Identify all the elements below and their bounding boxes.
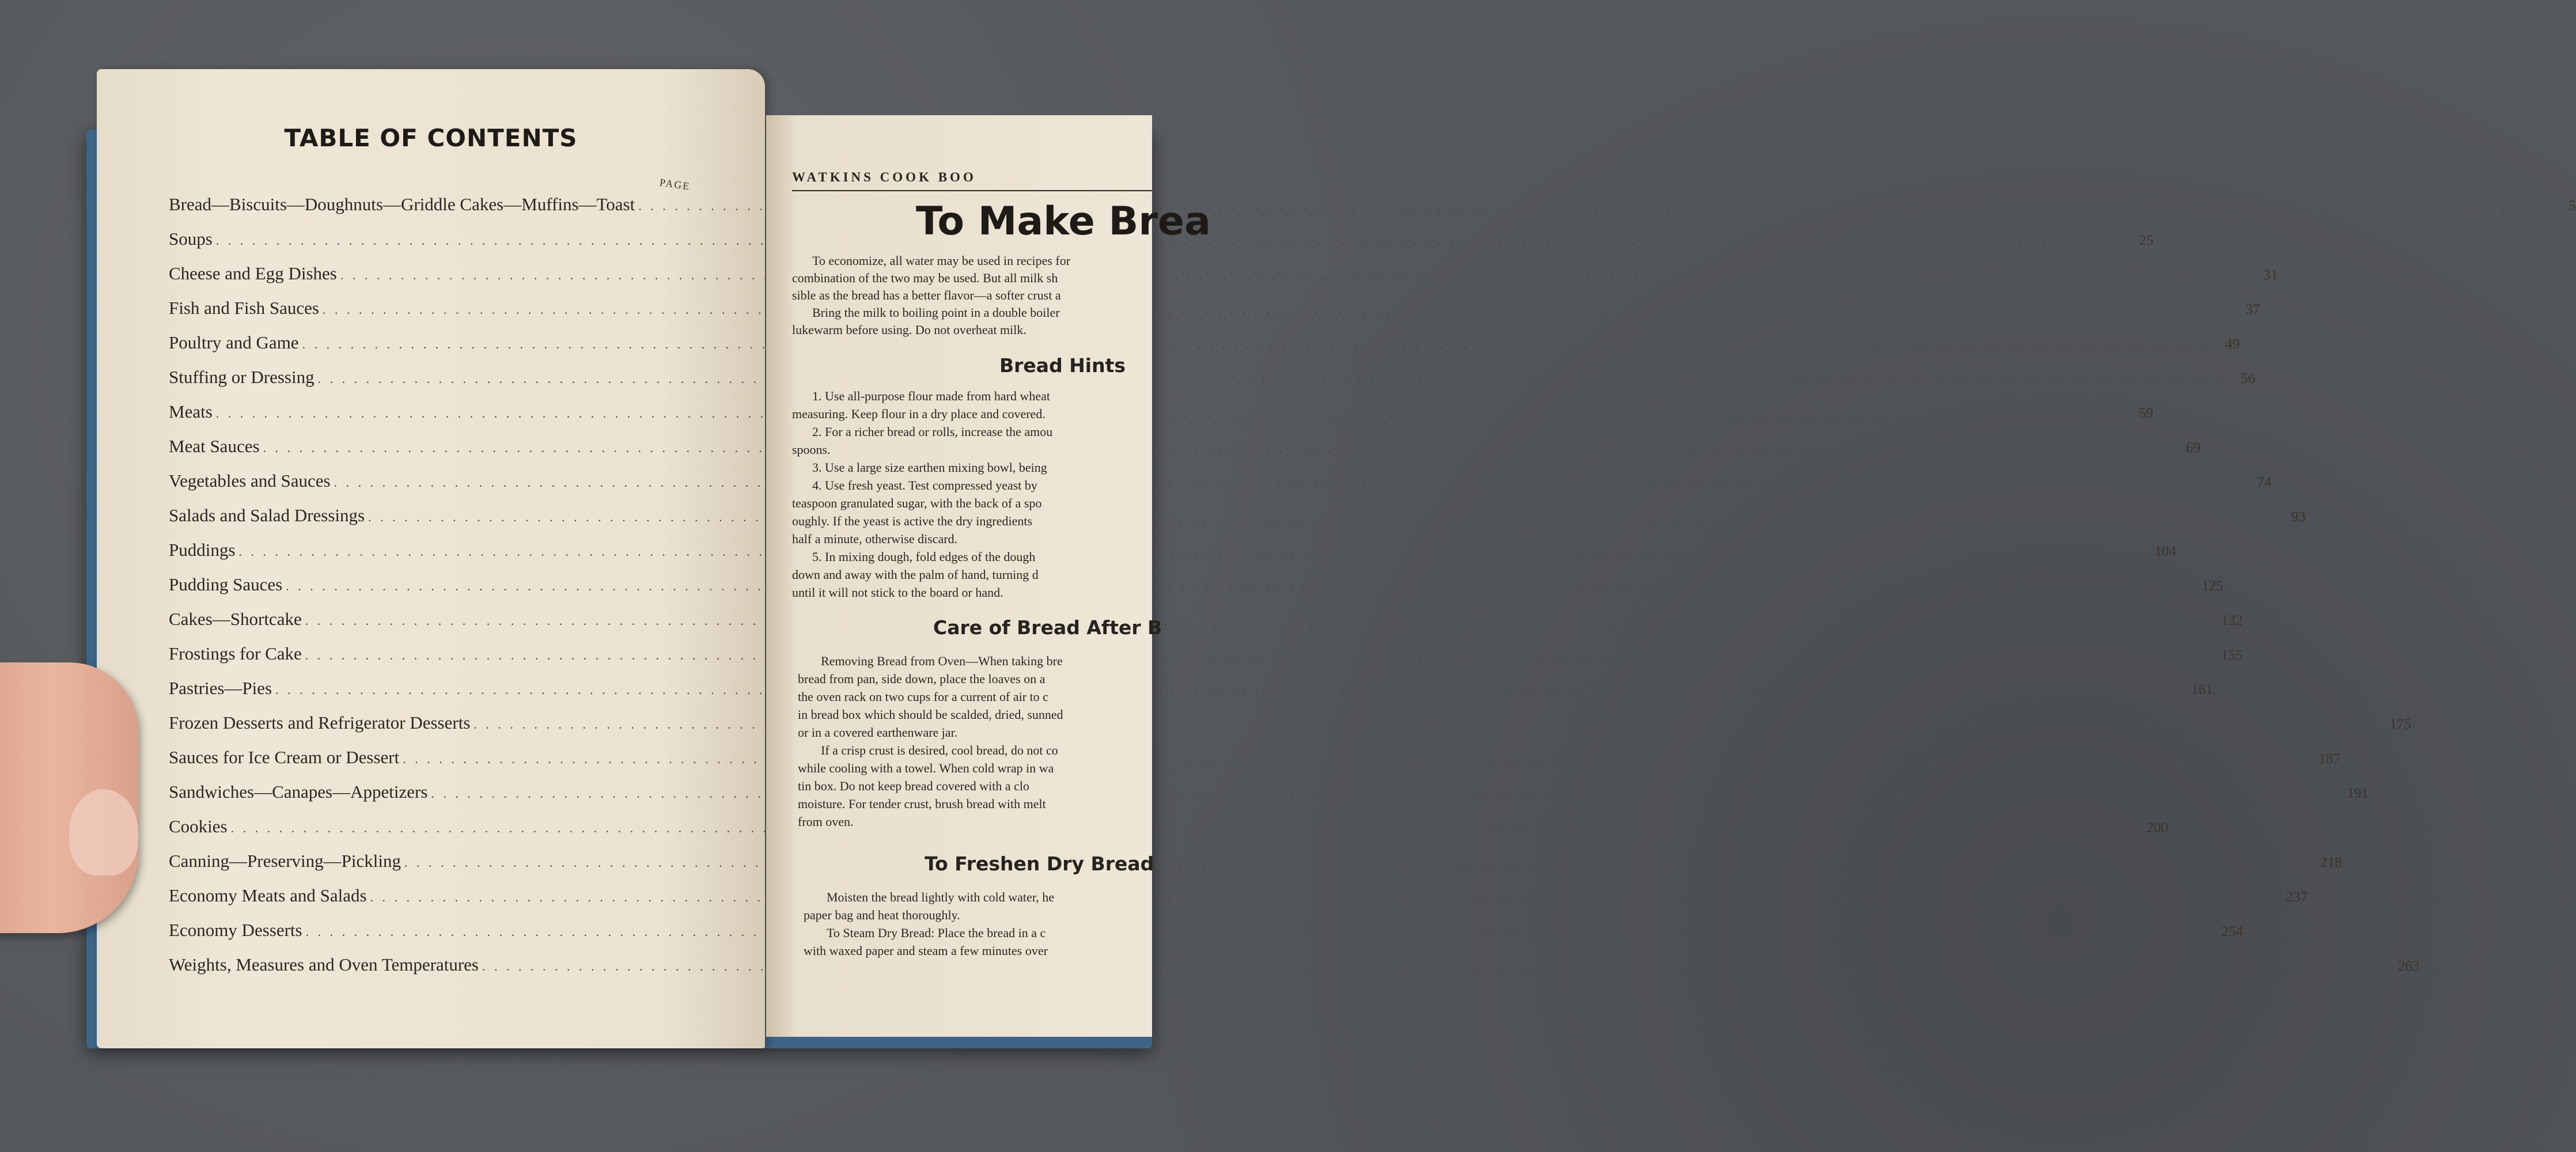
intro-line: lukewarm before using. Do not overheat milk. [792, 323, 1026, 337]
leader-dots [305, 604, 2211, 638]
toc-entry-name: Soups [169, 229, 213, 249]
hint-line: 1. Use all-purpose flour made from hard wheat [812, 389, 1050, 403]
toc-entry-page: 254 [2221, 924, 2244, 939]
leader-dots [404, 846, 2310, 880]
toc-entry-page: 49 [2225, 336, 2240, 352]
hint-line: until it will not stick to the board or hand. [792, 585, 1003, 600]
toc-entry-name: Puddings [169, 540, 236, 560]
header-rule [792, 190, 1152, 191]
leader-dots [368, 500, 2274, 535]
running-head: WATKINS COOK BOO [792, 170, 976, 184]
toc-entry-page: 59 [2139, 406, 2154, 421]
toc-entry-page: 37 [2245, 302, 2260, 317]
care-of-bread-heading: Care of Bread After B [933, 616, 1162, 639]
toc-entry [169, 222, 2154, 256]
leader-dots [263, 431, 2169, 465]
leader-dots [216, 396, 2122, 431]
toc-entry-name: Sauces for Ice Cream or Dessert [169, 747, 400, 767]
toc-entry-name: Frostings for Cake [169, 643, 302, 664]
leader-dots [431, 776, 2336, 811]
care-line: in bread box which should be scalded, dried, sunned [798, 707, 1063, 722]
toc-entry-page: 155 [2221, 647, 2243, 663]
hint-line: 3. Use a large size earthen mixing bowl, being [812, 460, 1047, 475]
care-line: from oven. [798, 814, 854, 829]
freshen-line: To Steam Dry Bread: Place the bread in a c [827, 926, 1046, 940]
leader-dots [231, 811, 2136, 846]
toc-entry-page: 74 [2257, 475, 2272, 490]
toc-entry-name: Sandwiches—Canapes—Appetizers [169, 782, 428, 802]
hint-line: down and away with the palm of hand, turning d [792, 567, 1039, 582]
care-line: If a crisp crust is desired, cool bread, do not co [821, 743, 1058, 757]
toc-entry-name: Poultry and Game [169, 332, 299, 353]
hint-line: 5. In mixing dough, fold edges of the dough [812, 550, 1036, 564]
hint-line: measuring. Keep flour in a dry place and covered. [792, 407, 1045, 421]
toc-entry-name: Weights, Measures and Oven Temperatures [169, 954, 479, 975]
toc-entry-page: 25 [2139, 233, 2154, 248]
freshen-line: with waxed paper and steam a few minutes over [804, 943, 1048, 958]
hint-line: teaspoon granulated sugar, with the back of a spo [792, 496, 1042, 510]
toc-entry-name: Economy Desserts [169, 920, 302, 940]
leader-dots [286, 569, 2191, 604]
toc-entry-page: 237 [2286, 889, 2308, 905]
toc-entry-page: 191 [2347, 786, 2369, 801]
toc-entry-page: 69 [2186, 440, 2201, 456]
toc-entry-page: 31 [2263, 267, 2278, 283]
freshen-line: Moisten the bread lightly with cold water, he [827, 890, 1055, 904]
leader-dots [302, 327, 2208, 362]
toc-entry-name: Meat Sauces [169, 436, 260, 456]
intro-line: To economize, all water may be used in recipes for [812, 253, 1071, 268]
toc-entry-page: 104 [2154, 544, 2176, 559]
toc-entry-name: Fish and Fish Sauces [169, 298, 319, 318]
thumbnail-nail [69, 789, 138, 876]
right-page [766, 115, 1211, 1037]
care-line: moisture. For tender crust, brush bread with melt [798, 797, 1046, 811]
hint-line: oughly. If the yeast is active the dry ingredients [792, 514, 1033, 528]
toc-entry-page: 263 [2397, 958, 2420, 974]
toc-entry-page: 218 [2320, 855, 2342, 870]
hint-line: spoons. [792, 442, 831, 457]
leader-dots [306, 915, 2211, 949]
leader-dots [318, 362, 2223, 396]
leader-dots [334, 465, 2240, 500]
leader-dots [340, 258, 2246, 293]
toc-entry-name: Cakes—Shortcake [169, 609, 302, 629]
toc-entry-name: Salads and Salad Dressings [169, 505, 365, 525]
toc-entry-name: Pudding Sauces [169, 574, 283, 594]
toc-entry-name: Pastries—Pies [169, 678, 272, 698]
toc-entry-page: 187 [2319, 751, 2340, 767]
care-line: Removing Bread from Oven—When taking bre [821, 654, 1063, 668]
toc-entry-page: 200 [2146, 820, 2169, 836]
toc-entry-page: 161 [2191, 682, 2213, 698]
toc-entry-page: 132 [2221, 613, 2243, 628]
leader-dots [275, 673, 2181, 707]
chapter-title: To Make Brea [916, 199, 1211, 244]
leader-dots [473, 707, 2379, 742]
toc-entry-page: 93 [2291, 509, 2306, 525]
intro-line: combination of the two may be used. But all milk sh [792, 271, 1058, 285]
toc-entry-page: 175 [2389, 717, 2411, 732]
leader-dots [305, 638, 2211, 673]
hint-line: 4. Use fresh yeast. Test compressed yeast by [812, 478, 1037, 492]
toc-entry-name: Vegetables and Sauces [169, 471, 331, 491]
care-line: tin box. Do not keep bread covered with a clo [798, 779, 1029, 793]
toc-entry-name: Canning—Preserving—Pickling [169, 851, 401, 871]
leader-dots [370, 880, 2276, 915]
toc-entry-name: Stuffing or Dressing [169, 367, 315, 387]
intro-line: sible as the bread has a better flavor—a softer crust a [792, 288, 1061, 302]
freshen-line: paper bag and heat thoroughly. [804, 908, 960, 922]
leader-dots [323, 293, 2228, 327]
care-line: while cooling with a towel. When cold wrap in wa [798, 761, 1054, 775]
care-line: bread from pan, side down, place the loaves on a [798, 672, 1045, 686]
freshen-bread-heading: To Freshen Dry Bread [925, 852, 1154, 875]
toc-title: TABLE OF CONTENTS [284, 124, 578, 152]
toc-entry-page: 56 [2241, 371, 2256, 386]
care-line: the oven rack on two cups for a current of air to c [798, 689, 1048, 704]
toc-entry-name: Economy Meats and Salads [169, 885, 367, 905]
toc-entry-page: 125 [2202, 578, 2223, 594]
toc-entry-name: Meats [169, 401, 213, 422]
toc-entry-page: 5 [2569, 198, 2576, 214]
intro-line: Bring the milk to boiling point in a double boiler [812, 305, 1060, 320]
toc-entry-name: Bread—Biscuits—Doughnuts—Griddle Cakes—Muffins—Toast [169, 194, 635, 214]
toc-entry-name: Cookies [169, 816, 228, 836]
leader-dots [403, 742, 2308, 776]
leader-dots [238, 535, 2144, 569]
bread-hints-heading: Bread Hints [999, 354, 1126, 377]
toc-entry-name: Cheese and Egg Dishes [169, 263, 337, 283]
hint-line: half a minute, otherwise discard. [792, 532, 958, 546]
hint-line: 2. For a richer bread or rolls, increase the amou [812, 425, 1053, 439]
toc-entry-name: Frozen Desserts and Refrigerator Desserts [169, 713, 471, 733]
page-column-label: PAGE [658, 176, 691, 192]
care-line: or in a covered earthenware jar. [798, 725, 958, 740]
